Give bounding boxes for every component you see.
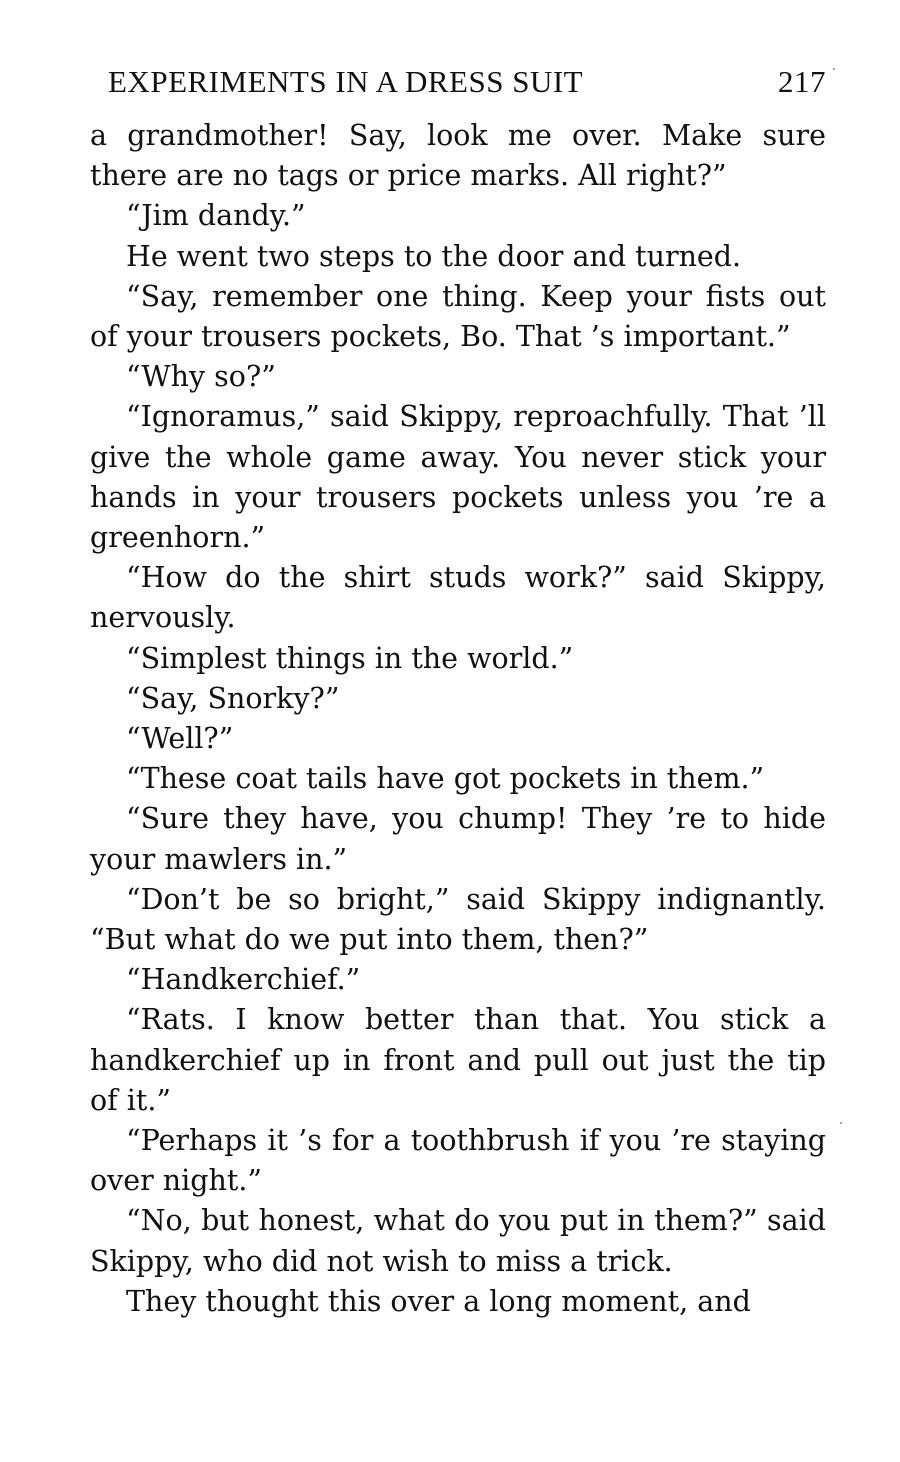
paragraph: “Sure they have, you chump! They ’re to hide your mawlers in.”: [90, 802, 826, 876]
paragraph: “Jim dandy.”: [126, 199, 306, 233]
paragraph: “Say, remember one thing. Keep your fists out of your trousers pockets, Bo. That ’s important.”: [90, 279, 826, 354]
page-number: 217: [778, 64, 826, 99]
paragraph: “Ignoramus,” said Skippy, reproachfully. That ’ll give the whole game away. You never stick your hands in your trousers pockets unless you ’re a greenhorn.”: [90, 400, 826, 555]
paragraph: “How do the shirt studs work?” said Skippy, nervously.: [90, 561, 826, 635]
body-text: [90, 116, 826, 1322]
paragraph: They thought this over a long moment, and: [126, 1284, 751, 1318]
paragraph: “Well?”: [126, 722, 234, 756]
paragraph: “Don’t be so bright,” said Skippy indignantly. “But what do we put into them, then?”: [90, 882, 826, 957]
paragraph: He went two steps to the door and turned.: [126, 239, 742, 273]
running-head: [108, 64, 826, 100]
print-speck: [833, 68, 835, 70]
paragraph: “Handkerchief.”: [126, 963, 361, 997]
paragraph: “These coat tails have got pockets in them.”: [126, 762, 765, 796]
paragraph: “No, but honest, what do you put in them?” said Skippy, who did not wish to miss a trick.: [90, 1204, 826, 1278]
paragraph: “Say, Snorky?”: [126, 681, 340, 715]
chapter-title: EXPERIMENTS IN A DRESS SUIT: [108, 64, 584, 99]
paragraph: “Perhaps it ’s for a toothbrush if you ’re staying over night.”: [90, 1124, 826, 1198]
paragraph: “Why so?”: [126, 360, 276, 394]
paragraph: “Rats. I know better than that. You stick a handkerchief up in front and pull out just the tip of it.”: [90, 1003, 826, 1117]
paragraph: “Simplest things in the world.”: [126, 641, 574, 675]
print-speck: [840, 1122, 842, 1124]
paragraph: a grandmother! Say, look me over. Make sure there are no tags or price marks. All right?”: [90, 119, 826, 193]
book-page: [90, 64, 826, 1322]
